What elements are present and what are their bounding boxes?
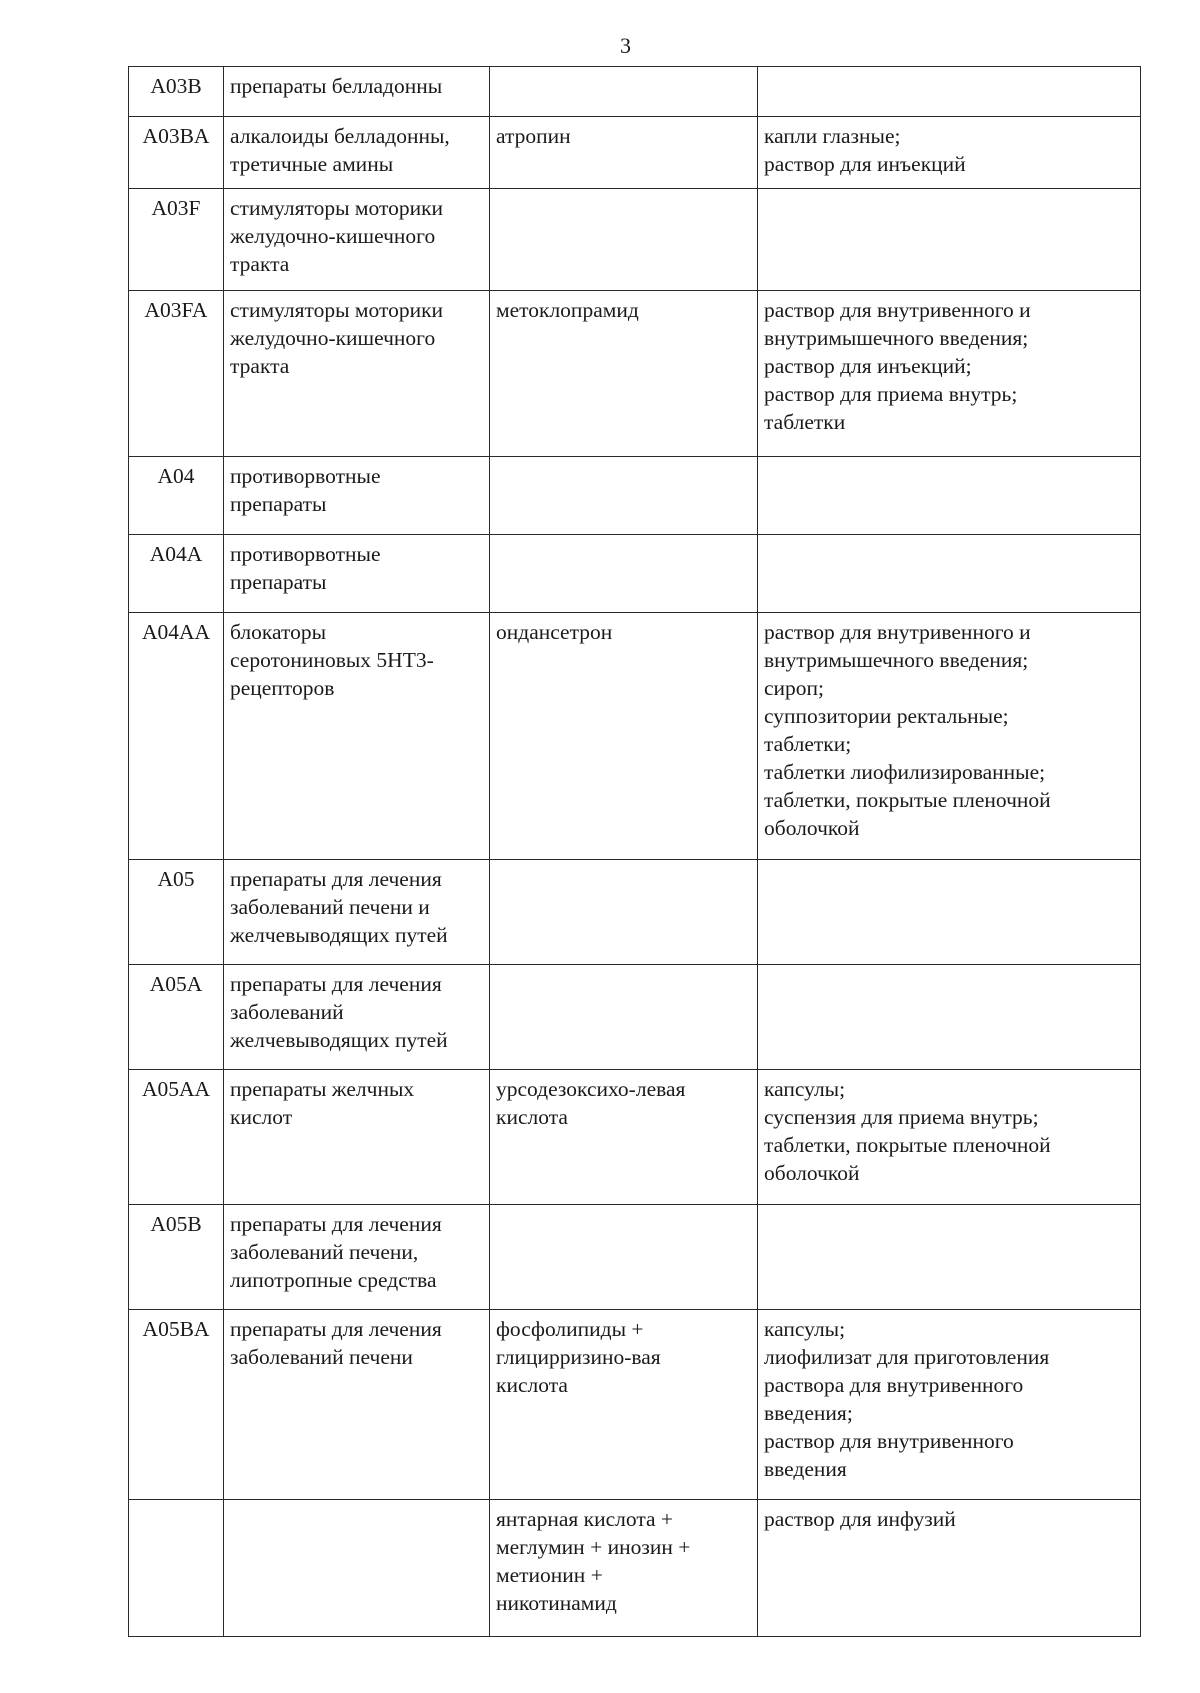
table-row — [129, 117, 1141, 189]
dosage-forms-cell — [758, 1205, 1141, 1310]
substance-cell: метоклопрамид — [490, 291, 758, 457]
table-row — [129, 1070, 1141, 1205]
substance-cell: янтарная кислота + меглумин + инозин + метионин + никотинамид — [490, 1500, 758, 1637]
table-row — [129, 860, 1141, 965]
substance-cell — [490, 1205, 758, 1310]
group-cell — [224, 1500, 490, 1637]
substance-cell — [490, 189, 758, 291]
group-cell: противорвотные препараты — [224, 457, 490, 535]
atc-code-cell: A05A — [129, 965, 224, 1070]
page-number: 3 — [620, 33, 631, 58]
dosage-forms-cell — [758, 860, 1141, 965]
atc-code-cell: A05BA — [129, 1310, 224, 1500]
dosage-forms-cell — [758, 67, 1141, 117]
group-cell: стимуляторы моторики желудочно-кишечного тракта — [224, 291, 490, 457]
atc-code-cell: A03B — [129, 67, 224, 117]
table-row — [129, 1310, 1141, 1500]
table-row — [129, 189, 1141, 291]
group-cell: препараты для лечения заболеваний печени — [224, 1310, 490, 1500]
dosage-forms-cell — [758, 535, 1141, 613]
group-cell: противорвотные препараты — [224, 535, 490, 613]
table-row — [129, 535, 1141, 613]
group-cell: препараты белладонны — [224, 67, 490, 117]
group-cell: препараты для лечения заболеваний желчевыводящих путей — [224, 965, 490, 1070]
table-row — [129, 67, 1141, 117]
substance-cell: атропин — [490, 117, 758, 189]
group-cell: препараты для лечения заболеваний печени, липотропные средства — [224, 1205, 490, 1310]
table-row — [129, 1205, 1141, 1310]
atc-code-cell — [129, 1500, 224, 1637]
atc-code-cell: A03FA — [129, 291, 224, 457]
table-row — [129, 613, 1141, 860]
group-cell: алкалоиды белладонны, третичные амины — [224, 117, 490, 189]
atc-code-cell: A05B — [129, 1205, 224, 1310]
substance-cell — [490, 67, 758, 117]
group-cell: препараты для лечения заболеваний печени и желчевыводящих путей — [224, 860, 490, 965]
dosage-forms-cell — [758, 965, 1141, 1070]
atc-code-cell: A03F — [129, 189, 224, 291]
dosage-forms-cell: капли глазные; раствор для инъекций — [758, 117, 1141, 189]
table-row — [129, 291, 1141, 457]
substance-cell: фосфолипиды + глицирризино-вая кислота — [490, 1310, 758, 1500]
dosage-forms-cell: раствор для инфузий — [758, 1500, 1141, 1637]
dosage-forms-cell — [758, 457, 1141, 535]
group-cell: препараты желчных кислот — [224, 1070, 490, 1205]
atc-code-cell: A05AA — [129, 1070, 224, 1205]
dosage-forms-cell: капсулы; лиофилизат для приготовления раствора для внутривенного введения; раствор для внутривенного введения — [758, 1310, 1141, 1500]
table-row — [129, 457, 1141, 535]
atc-code-cell: A03BA — [129, 117, 224, 189]
atc-code-cell: A04AA — [129, 613, 224, 860]
table-row — [129, 965, 1141, 1070]
group-cell: стимуляторы моторики желудочно-кишечного тракта — [224, 189, 490, 291]
dosage-forms-cell: раствор для внутривенного и внутримышечного введения; раствор для инъекций; раствор для приема внутрь; таблетки — [758, 291, 1141, 457]
group-cell: блокаторы серотониновых 5HT3- рецепторов — [224, 613, 490, 860]
substance-cell: ондансетрон — [490, 613, 758, 860]
table-row — [129, 1500, 1141, 1637]
substance-cell: урсодезоксихо-левая кислота — [490, 1070, 758, 1205]
substance-cell — [490, 535, 758, 613]
drug-table — [128, 66, 1141, 1637]
substance-cell — [490, 457, 758, 535]
substance-cell — [490, 860, 758, 965]
atc-code-cell: A04A — [129, 535, 224, 613]
substance-cell — [490, 965, 758, 1070]
dosage-forms-cell — [758, 189, 1141, 291]
dosage-forms-cell: раствор для внутривенного и внутримышечного введения; сироп; суппозитории ректальные; таблетки; таблетки лиофилизированные; таблетки, покрытые пленочной оболочкой — [758, 613, 1141, 860]
dosage-forms-cell: капсулы; суспензия для приема внутрь; таблетки, покрытые пленочной оболочкой — [758, 1070, 1141, 1205]
atc-code-cell: A04 — [129, 457, 224, 535]
atc-code-cell: A05 — [129, 860, 224, 965]
